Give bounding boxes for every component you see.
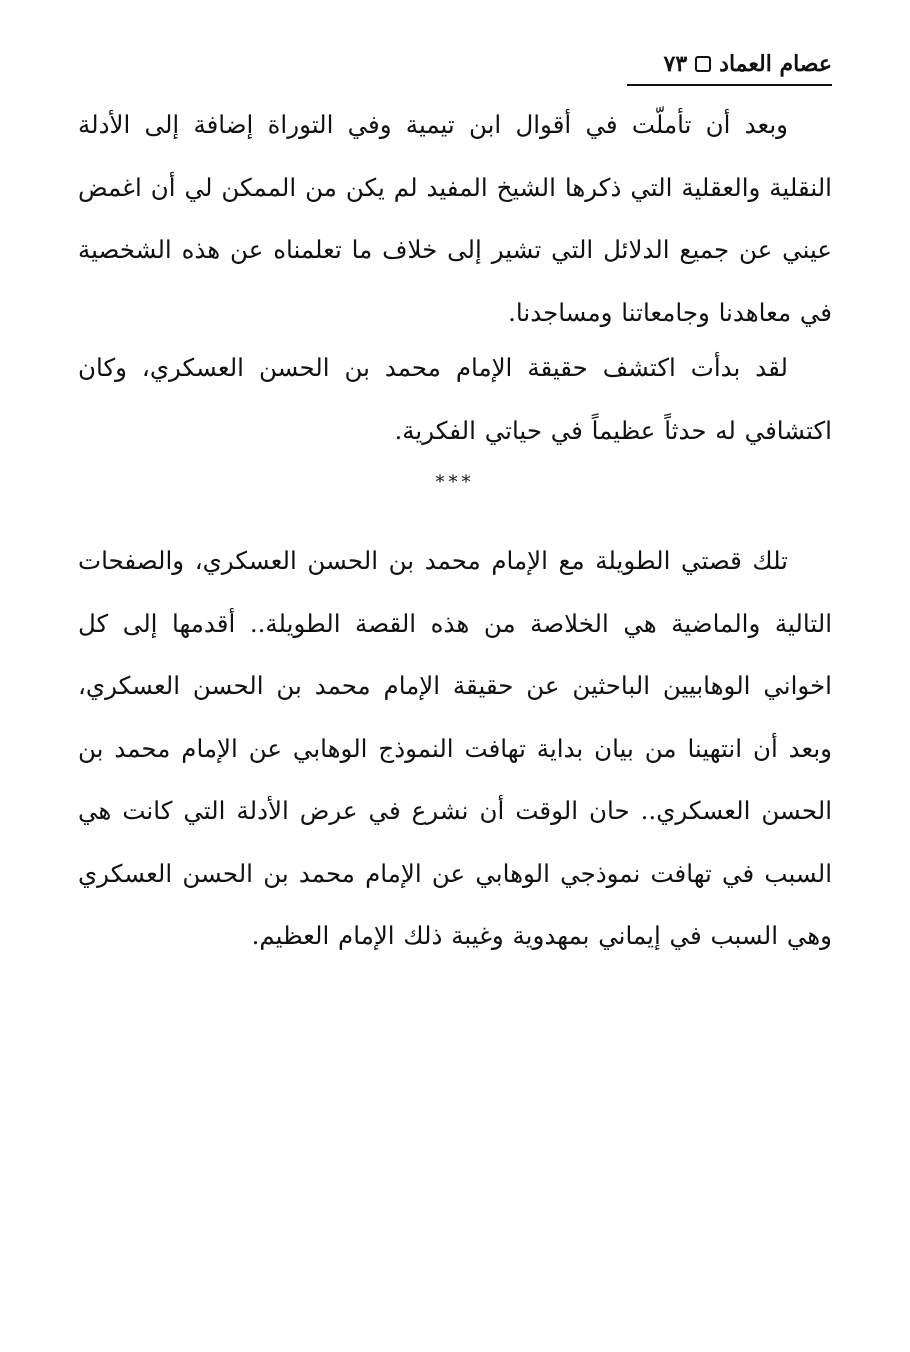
square-ornament-icon [695,56,711,72]
paragraph-3: تلك قصتي الطويلة مع الإمام محمد بن الحسن العسكري، والصفحات التالية والماضية هي الخلاصة من هذه القصة الطويلة.. أقدمها إلى كل اخواني الوهابيين الباحثين عن حقيقة الإمام محمد بن الحسن العسكري، وبعد أن انتهينا من بيان بداية تهافت النموذج الوهابي عن الإمام محمد بن الحسن العسكري.. حان الوقت أن نشرع في عرض الأدلة التي كانت هي السبب في تهافت نموذجي الوهابي عن الإمام محمد بن الحسن العسكري وهي السبب في إيماني بمهدوية وغيبة ذلك الإمام العظيم. [78,546,832,950]
paragraph-1: وبعد أن تأملّت في أقوال ابن تيمية وفي التوراة إضافة إلى الأدلة النقلية والعقلية التي ذكرها الشيخ المفيد لم يكن من الممكن لي أن اغمض عيني عن جميع الدلائل التي تشير إلى خلاف ما تعلمناه عن هذه الشخصية في معاهدنا وجامعاتنا ومساجدنا. [78,110,832,327]
page-number: ٧٣ [663,51,688,77]
running-header [627,44,832,86]
paragraph-2: لقد بدأت اكتشف حقيقة الإمام محمد بن الحسن العسكري، وكان اكتشافي له حدثاً عظيماً في حياتي الفكرية. [78,353,832,445]
section-separator: *** [435,472,475,493]
book-title: عصام العماد [719,51,832,77]
